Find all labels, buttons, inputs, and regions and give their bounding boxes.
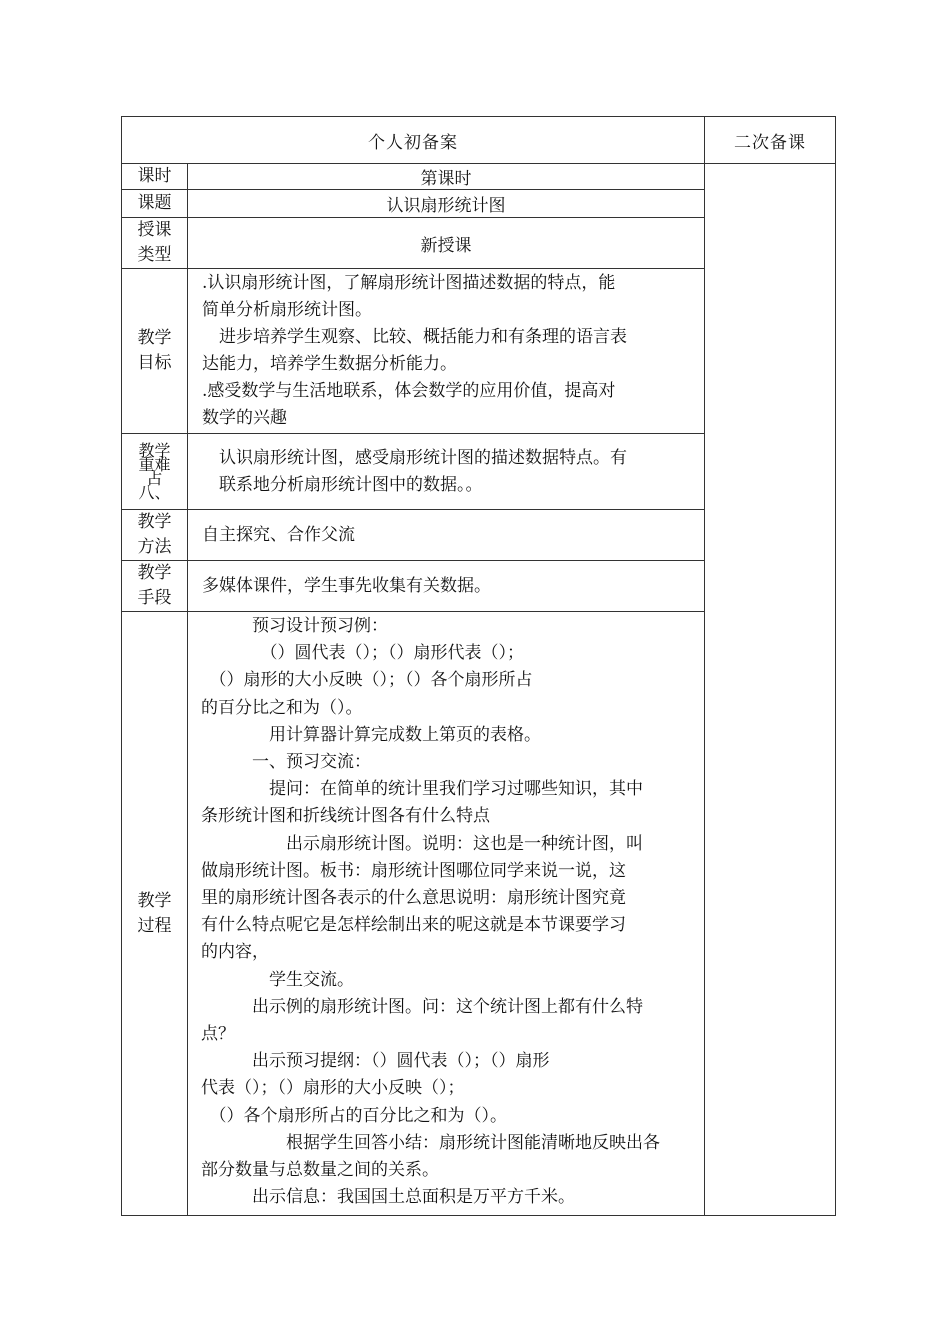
process-line: 预习设计预习例： (201, 616, 388, 636)
means-value: 多媒体课件，学生事先收集有关数据。 (188, 561, 705, 612)
process-line: （）扇形的大小反映（）；（）各个扇形所占 (201, 670, 533, 691)
topic-value: 认识扇形统计图 (188, 190, 705, 218)
process-line: （）各个扇形所占的百分比之和为（）。 (201, 1105, 507, 1126)
process-line: 学生交流。 (201, 969, 354, 990)
goals-line: 数学的兴趣 (202, 408, 287, 428)
second-plan-column (705, 164, 836, 1216)
goals-line: 进步培养学生观察、比较、概括能力和有条理的语言表 (202, 327, 627, 347)
process-line: 出示信息：我国国土总面积是万平方千米。 (201, 1187, 575, 1208)
process-label (122, 612, 188, 1216)
process-label-line: 教学 (137, 890, 172, 911)
process-line: 点？ (201, 1024, 235, 1045)
process-line: 出示例的扇形统计图。问：这个统计图上都有什么特 (201, 996, 643, 1017)
topic-label: 课题 (122, 190, 188, 218)
keypoints-label (122, 434, 188, 510)
process-line: 做扇形统计图。板书：扇形统计图哪位同学来说一说，这 (201, 860, 626, 881)
method-value: 自主探究、合作父流 (188, 510, 705, 561)
process-line: 的百分比之和为（）。 (201, 697, 363, 718)
period-label: 课时 (122, 164, 188, 190)
keypoints-label-line: 重难 (138, 454, 171, 474)
goals-line: 达能力，培养学生数据分析能力。 (202, 354, 457, 374)
second-plan-header: 二次备课 (705, 117, 836, 164)
lesson-type-label-line: 类型 (137, 245, 172, 265)
method-label-line: 方法 (137, 537, 172, 557)
process-line: 提问：在简单的统计里我们学习过哪些知识，其中 (201, 779, 643, 800)
goals-content (188, 269, 705, 434)
means-label (122, 561, 188, 612)
keypoints-label-line: 占 (146, 468, 163, 488)
goals-line: .认识扇形统计图，了解扇形统计图描述数据的特点，能 (202, 273, 616, 293)
keypoints-line: 联系地分析扇形统计图中的数据。。 (202, 474, 483, 495)
process-line: 出示扇形统计图。说明：这也是一种统计图，叫 (201, 833, 643, 854)
process-line: 用计算器计算完成数上第页的表格。 (201, 724, 541, 745)
goals-label-line: 教学 (137, 328, 172, 348)
lesson-type-label-line: 授课 (137, 220, 172, 240)
process-line: 一、预习交流： (201, 752, 371, 773)
goals-label (122, 269, 188, 434)
keypoints-label-line: 八、 (138, 482, 171, 502)
goals-label-line: 目标 (137, 353, 172, 373)
keypoints-content (188, 434, 705, 510)
lesson-plan-table (121, 116, 836, 1216)
process-content (188, 612, 705, 1216)
process-line: （）圆代表（）；（）扇形代表（）； (201, 643, 524, 664)
process-label-line: 过程 (137, 915, 172, 936)
lesson-type-label (122, 218, 188, 269)
process-line: 里的扇形统计图各表示的什么意思说明：扇形统计图究竟 (201, 888, 626, 909)
keypoints-label-line: 教学 (138, 440, 171, 460)
process-line: 根据学生回答小结：扇形统计图能清晰地反映出各 (201, 1132, 660, 1153)
process-line: 的内容， (201, 942, 269, 963)
method-label (122, 510, 188, 561)
process-line: 出示预习提纲：（）圆代表（）；（）扇形 (201, 1051, 550, 1072)
keypoints-line: 认识扇形统计图，感受扇形统计图的描述数据特点。有 (202, 447, 627, 468)
personal-plan-header: 个人初备案 (122, 117, 705, 164)
goals-line: 简单分析扇形统计图。 (202, 300, 372, 320)
process-line: 部分数量与总数量之间的关系。 (201, 1160, 439, 1181)
method-label-line: 教学 (137, 512, 172, 532)
means-label-line: 教学 (137, 563, 172, 583)
means-label-line: 手段 (137, 588, 172, 608)
process-line: 代表（）；（）扇形的大小反映（）； (201, 1078, 465, 1099)
period-value: 第课时 (188, 164, 705, 190)
process-line: 有什么特点呢它是怎样绘制出来的呢这就是本节课要学习 (201, 915, 626, 936)
goals-line: .感受数学与生活地联系，体会数学的应用价值，提高对 (202, 381, 616, 401)
process-line: 条形统计图和折线统计图各有什么特点 (201, 806, 490, 827)
lesson-type-value: 新授课 (188, 218, 705, 269)
